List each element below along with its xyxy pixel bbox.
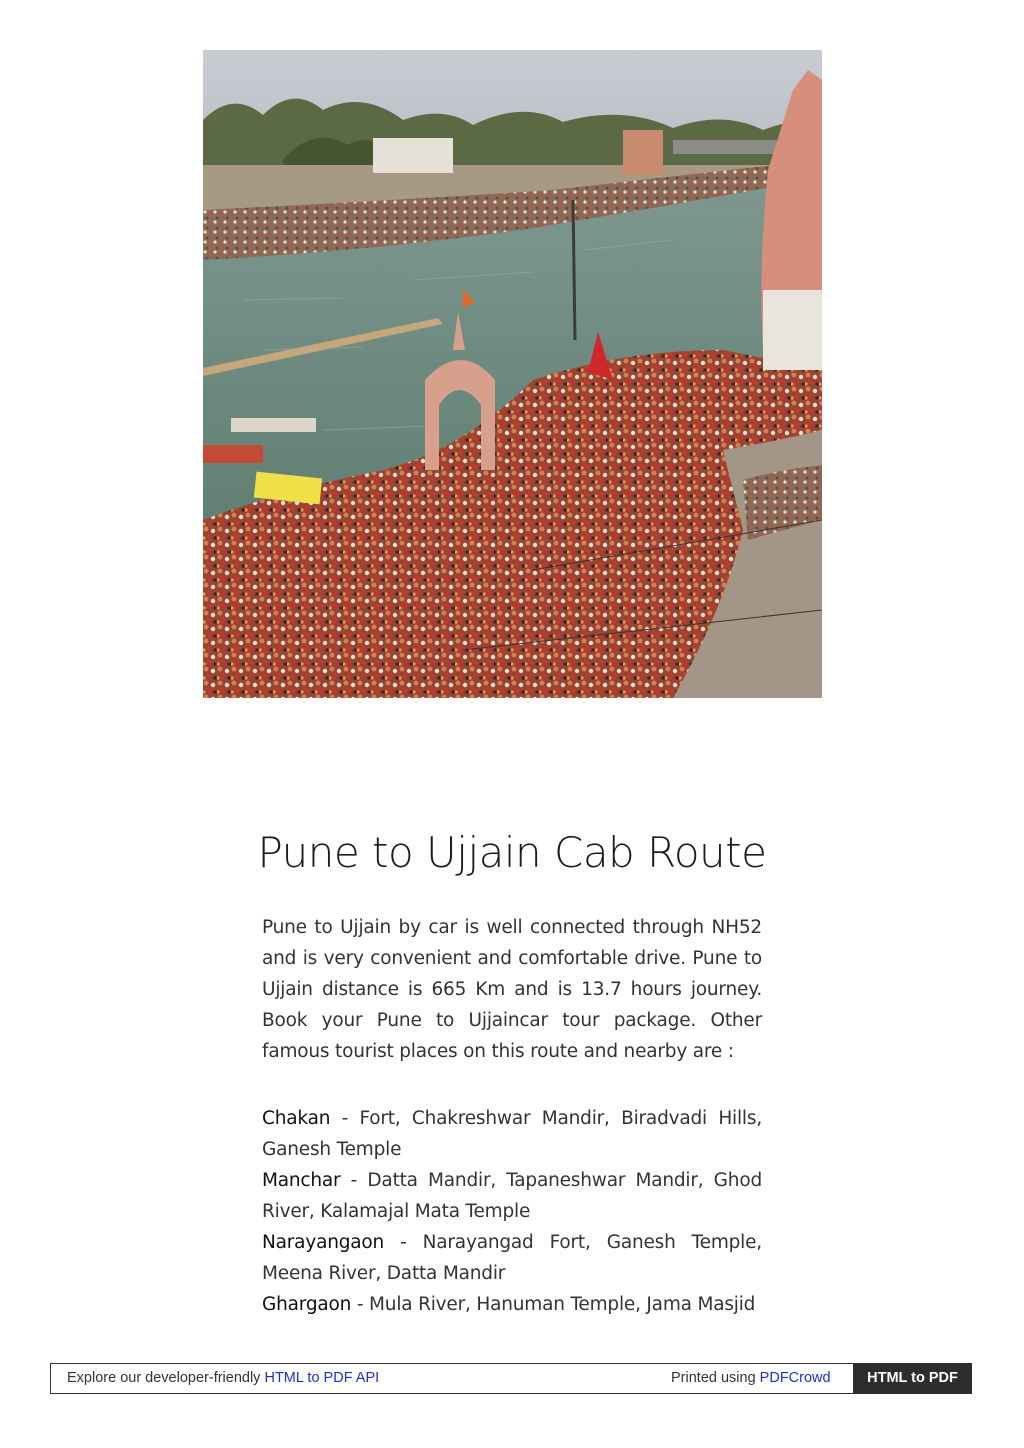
intro-paragraph: Pune to Ujjain by car is well connected through NH52 and is very convenient and comfortable drive. Pune to Ujjain distance is 665 Km and is 13.7 hours journey. Book your Pune to Ujjaincar tour package. Other famous tourist places on this route and nearby are : [262, 917, 762, 1062]
html-to-pdf-button[interactable]: HTML to PDF [853, 1363, 972, 1394]
place-item [262, 1165, 762, 1227]
place-name: Narayangaon [262, 1232, 385, 1253]
place-separator: - [351, 1294, 370, 1315]
place-item [262, 1103, 762, 1165]
place-attractions: Fort, Chakreshwar Mandir, Biradvadi Hills, Ganesh Temple [262, 1108, 762, 1160]
place-separator: - [340, 1170, 368, 1191]
place-separator: - [330, 1108, 360, 1129]
footer-printed [671, 1370, 831, 1386]
footer-explore [67, 1370, 379, 1386]
place-name: Ghargaon [262, 1294, 352, 1315]
place-item [262, 1289, 762, 1320]
footer-printed-text: Printed using [671, 1370, 760, 1386]
place-attractions: Datta Mandir, Tapaneshwar Mandir, Ghod River, Kalamajal Mata Temple [262, 1170, 762, 1222]
ghat-photo [203, 50, 822, 698]
place-name: Chakan [262, 1108, 331, 1129]
place-attractions: Mula River, Hanuman Temple, Jama Masjid [369, 1294, 756, 1315]
place-item [262, 1227, 762, 1289]
place-separator: - [384, 1232, 423, 1253]
page-title: Pune to Ujjain Cab Route [257, 828, 767, 877]
html-to-pdf-api-link[interactable]: HTML to PDF API [264, 1370, 380, 1386]
place-name: Manchar [262, 1170, 341, 1191]
places-list [262, 1103, 762, 1320]
pdfcrowd-link[interactable]: PDFCrowd [759, 1370, 831, 1386]
footer-explore-text: Explore our developer-friendly [67, 1370, 265, 1386]
pdfcrowd-footer [50, 1363, 972, 1394]
place-attractions: Narayangad Fort, Ganesh Temple, Meena River, Datta Mandir [262, 1232, 762, 1284]
